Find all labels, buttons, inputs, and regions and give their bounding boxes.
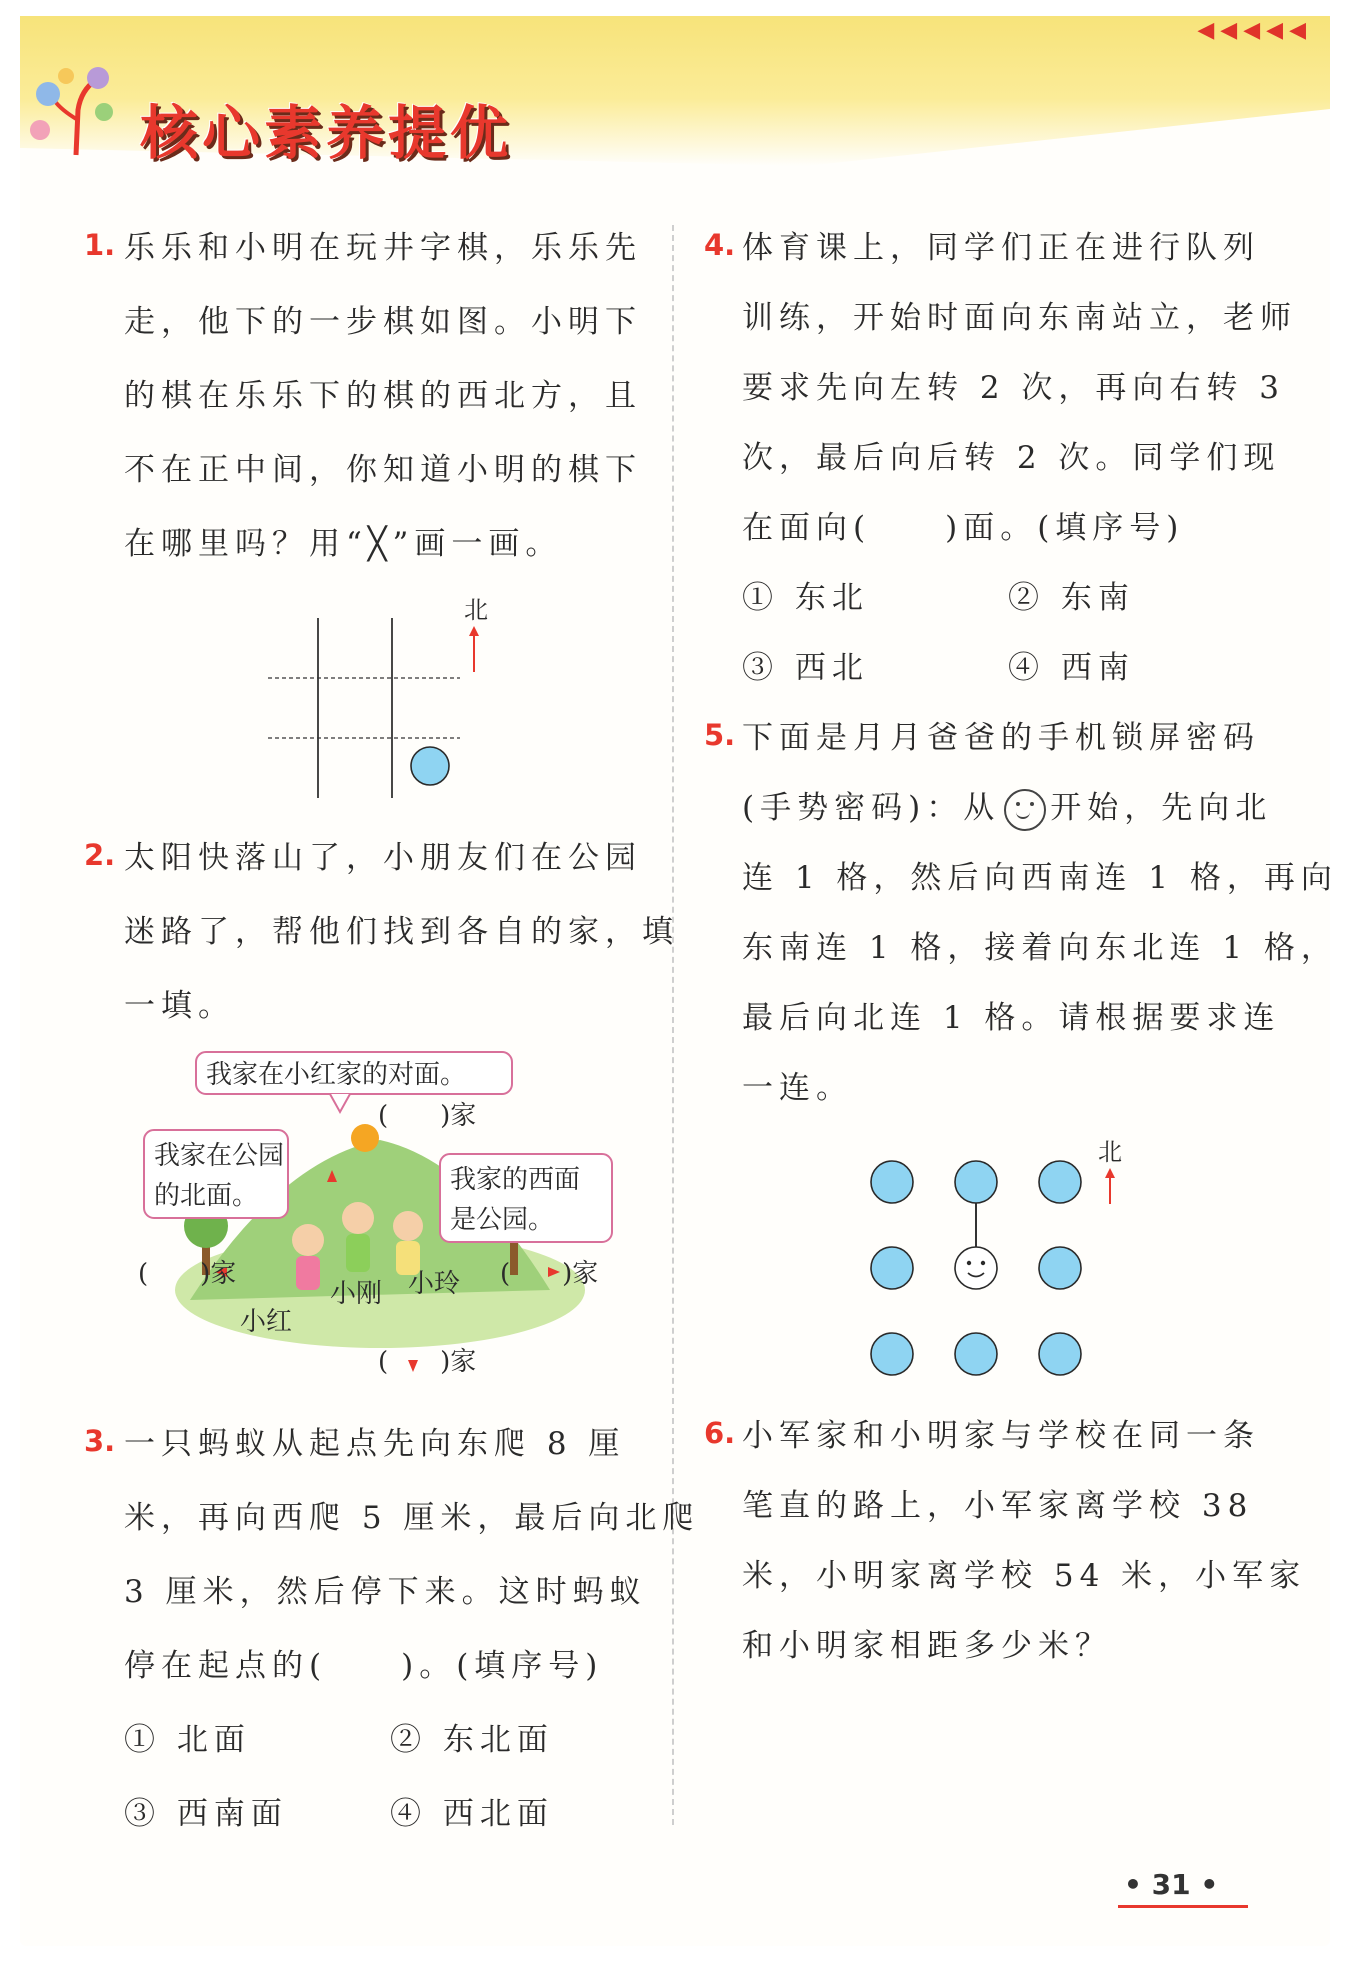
- bubble-left-line: 我家在公园: [154, 1141, 285, 1171]
- bubble-right-line: 我家的西面: [450, 1165, 581, 1195]
- park-illustration: [130, 1050, 630, 1390]
- q3-line: 停在起点的( )。(填序号): [124, 1648, 604, 1684]
- q6-line: 小军家和小明家与学校在同一条: [742, 1418, 1260, 1454]
- home-blank-right: ( )家: [500, 1259, 599, 1289]
- lock-dot: [1039, 1247, 1081, 1289]
- home-blank-left: ( )家: [138, 1259, 237, 1289]
- q3-option: ④ 西北面: [390, 1796, 554, 1832]
- lock-dot: [955, 1333, 997, 1375]
- q5-number: 5.: [704, 718, 736, 752]
- name-xiaohong: 小红: [240, 1307, 293, 1337]
- q6-number: 6.: [704, 1416, 736, 1450]
- bubble-left-line: 的北面。: [154, 1181, 259, 1211]
- header-arrows: ◀◀◀◀◀: [1197, 18, 1312, 43]
- lock-dot: [1039, 1333, 1081, 1375]
- home-blank-bottom: ( )家: [378, 1347, 477, 1377]
- name-xiaogang: 小刚: [330, 1279, 383, 1309]
- q3-option: ② 东北面: [390, 1722, 554, 1758]
- bubble-right-line: 是公园。: [450, 1205, 555, 1235]
- q5-line-part: 开始，先向北: [1050, 790, 1273, 826]
- q5-line: 最后向北连 1 格。请根据要求连: [742, 1000, 1281, 1036]
- placed-piece: [411, 747, 449, 785]
- q5-line: 东南连 1 格，接着向东北连 1 格，: [742, 930, 1338, 966]
- q1-line: 在哪里吗？用“╳”画一画。: [124, 526, 563, 562]
- tic-tac-toe-grid: [250, 596, 490, 806]
- lock-dot: [871, 1161, 913, 1203]
- q4-option: ③ 西北: [742, 650, 869, 686]
- q4-option: ① 东北: [742, 580, 869, 616]
- q3-line: 米，再向西爬 5 厘米，最后向北爬: [124, 1500, 700, 1536]
- home-blank-top: ( )家: [378, 1101, 477, 1131]
- q4-line: 体育课上，同学们正在进行队列: [742, 230, 1260, 266]
- q5-line-start: [742, 782, 1272, 831]
- q2-line: 迷路了，帮他们找到各自的家，填: [124, 914, 679, 950]
- q5-line: 一连。: [742, 1070, 853, 1106]
- lock-dot: [955, 1161, 997, 1203]
- q1-line: 走，他下的一步棋如图。小明下: [124, 304, 642, 340]
- q5-line: 连 1 格，然后向西南连 1 格，再向: [742, 860, 1338, 896]
- q5-line-part: (手势密码)：从: [742, 790, 1001, 826]
- q4-line: 在面向( )面。(填序号): [742, 510, 1185, 546]
- page-number-underline: [1118, 1905, 1248, 1908]
- q3-line: 3 厘米，然后停下来。这时蚂蚁: [124, 1574, 647, 1610]
- name-xiaoling: 小玲: [408, 1269, 461, 1299]
- page-title: 核心素养提优: [140, 99, 513, 167]
- lock-dot: [1039, 1161, 1081, 1203]
- q4-line: 要求先向左转 2 次，再向右转 3: [742, 370, 1286, 406]
- q4-number: 4.: [704, 228, 736, 262]
- q6-line: 米，小明家离学校 54 米，小军家: [742, 1558, 1307, 1594]
- north-label: 北: [464, 596, 488, 624]
- q3-line: 一只蚂蚁从起点先向东爬 8 厘: [124, 1426, 626, 1462]
- q5-line: 下面是月月爸爸的手机锁屏密码: [742, 720, 1260, 756]
- lock-dot: [871, 1247, 913, 1289]
- sun-icon: [351, 1124, 379, 1152]
- q3-option: ① 北面: [124, 1722, 251, 1758]
- bubble-top: 我家在小红家的对面。: [206, 1060, 467, 1090]
- q3-number: 3.: [84, 1424, 116, 1458]
- column-divider: [672, 225, 674, 1825]
- q6-line: 笔直的路上，小军家离学校 38: [742, 1488, 1254, 1524]
- q1-line: 不在正中间，你知道小明的棋下: [124, 452, 642, 488]
- q6-line: 和小明家相距多少米？: [742, 1628, 1112, 1664]
- q4-line: 训练，开始时面向东南站立，老师: [742, 300, 1297, 336]
- smiley-icon: [1004, 789, 1046, 831]
- lock-dot: [871, 1333, 913, 1375]
- q4-option: ② 东南: [1008, 580, 1135, 616]
- q3-option: ③ 西南面: [124, 1796, 288, 1832]
- q1-line: 乐乐和小明在玩井字棋，乐乐先: [124, 230, 642, 266]
- page-number: • 31 •: [1124, 1868, 1219, 1901]
- q2-line: 太阳快落山了，小朋友们在公园: [124, 840, 642, 876]
- q1-line: 的棋在乐乐下的棋的西北方，且: [124, 378, 642, 414]
- q4-option: ④ 西南: [1008, 650, 1135, 686]
- smiley-start-icon: [955, 1247, 997, 1289]
- q2-line: 一填。: [124, 988, 235, 1024]
- lock-pattern-grid: [860, 1130, 1140, 1390]
- q2-number: 2.: [84, 838, 116, 872]
- q4-line: 次，最后向后转 2 次。同学们现: [742, 440, 1281, 476]
- north-label: 北: [1098, 1138, 1122, 1166]
- q1-number: 1.: [84, 228, 116, 262]
- tree-logo-icon: [26, 60, 116, 160]
